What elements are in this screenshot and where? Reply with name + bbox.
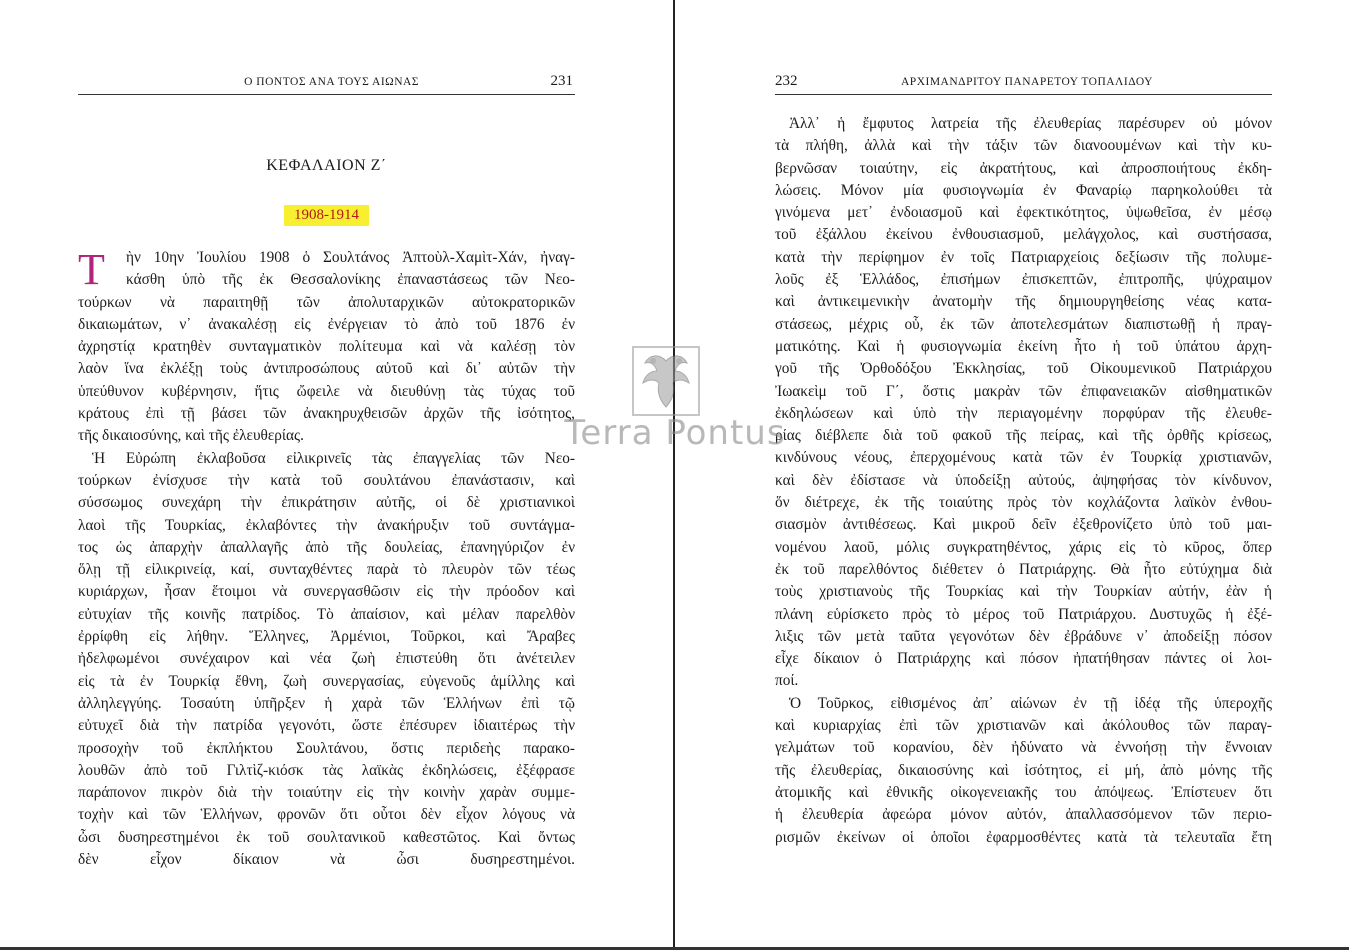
text-line: δικαιωμάτων, ν᾽ ἀνακαλέσῃ εἰς ἐνέργειαν τὸ ἀπὸ τοῦ 1876 ἐν [78, 315, 575, 333]
text-line: τοχὴν καὶ τῶν Ἑλλήνων, φρονῶν ὅτι οὗτοι δὲν εἶχον λόγους νὰ [78, 806, 575, 824]
text-line: δὲν εἶχον δίκαιον νὰ ὦσι δυσηρεστημένοι. [78, 851, 575, 869]
text-line: ὦσι δυσηρεστημένοι ἐκ τοῦ σουλτανικοῦ καθεστῶτος. Καὶ ὄντως [78, 828, 575, 846]
right-page-header [775, 72, 1272, 95]
text-line: τῆς δικαιοσύνης, καὶ τῆς ἐλευθερίας. [78, 427, 304, 445]
text-line: σύσσωμος συνεχάρη τὴν ἐπικράτησιν αὐτῆς, οἱ δὲ χριστιανικοὶ [78, 494, 575, 512]
page-number: 232 [775, 73, 798, 89]
text-line: γοῦ τῆς Ὀρθοδόξου Ἐκκλησίας, τοῦ Οἰκουμενικοῦ Πατριάρχου [775, 360, 1272, 378]
right-page [775, 0, 1272, 945]
text-line: κράτους ἐπὶ τῇ βάσει τῶν ἀνακηρυχθεισῶν ἀρχῶν τῆς ἰσότητος, [78, 405, 575, 423]
running-head: Ο ΠΟΝΤΟΣ ΑΝΑ ΤΟΥΣ ΑΙΩΝΑΣ [244, 76, 419, 88]
text-line: εὐτυχίαν τῆς κοινῆς πατρίδος. Τὸ ἀπαίσιον, καὶ μέλαν παρελθὸν [78, 605, 575, 623]
text-line: λώσεις. Μόνον μία φυσιογνωμία ἐν Φαναρίῳ παρηκολούθει τὰ [775, 181, 1272, 199]
text-line: νομένου λαοῦ, μόλις συγκρατηθέντος, χάρις εἰς τὸ κῦρος, ὅπερ [775, 538, 1272, 556]
text-line: σιασμὸν ἀντιθέσεως. Καὶ μικροῦ δεῖν ἐξεθρονίζετο ὑπὸ τοῦ μαι- [775, 516, 1272, 534]
text-line: ἠδελφωμένοι συνέχαιρον καὶ νέα ζωὴ ἐπιστεύθη ὅτι ἀνέτειλεν [78, 650, 575, 668]
text-line: ἀτομικῆς καὶ ἐθνικῆς οἰκογενειακῆς του ἀπόψεως. Ἐπίστευεν ὅτι [775, 783, 1272, 801]
text-line: ὅλῃ τῇ εἰλικρινείᾳ, καί, συνταχθέντες παρὰ τὸ πλευρὸν τῶν τέως [78, 561, 575, 579]
spine-divider [673, 0, 675, 950]
watermark-text: Terra Pontus [564, 413, 786, 453]
text-line: ματικότης. Καὶ ἡ φυσιογνωμία ἐκείνη ἦτο ἡ τοῦ ὑπάτου ἀρχη- [775, 337, 1272, 355]
text-line: ὴν 10ην Ἰουλίου 1908 ὁ Σουλτάνος Ἀπτοὺλ-Χαμὶτ-Χάν, ἠναγ- [126, 249, 575, 266]
text-line: Ὁ Τοῦρκος, εἰθισμένος ἀπ᾽ αἰώνων ἐν τῇ ἰδέᾳ τῆς ὑπεροχῆς [789, 694, 1272, 712]
text-line: ἐκ τοῦ παρελθόντος διέθετεν ὁ Πατριάρχης. Θὰ ἦτο εὐτύχημα διὰ [775, 560, 1272, 578]
page-number: 231 [550, 73, 573, 89]
text-line: καὶ κυριαρχίας ἐπὶ τῶν χριστιανῶν καὶ ἀκόλουθος τῶν παραγ- [775, 717, 1272, 735]
text-line: ἀλληλεγγύης. Τοσαύτη ὑπῆρξεν ἡ χαρὰ τῶν Ἑλλήνων ἐπὶ τῷ [78, 694, 575, 712]
text-line: βερνῶσαν τοιαύτην, εἰς ἀκρατήτους, καὶ ἀπροσποιήτους ἐκδη- [775, 159, 1272, 177]
text-line: λιξις τῶν μετὰ ταῦτα γεγονότων δὲν ἐβράδυνε ν᾽ ἀποδείξῃ πόσον [775, 627, 1272, 645]
left-text-lines [78, 247, 575, 871]
text-line: ἐκδηλώσεων καὶ ὑπὸ τὴν περιαγομένην πορφύραν τῆς ἐλευθε- [775, 404, 1272, 422]
text-line: ὑπεύθυνον κυβέρνησιν, ἥτις ὤφειλε νὰ διευθύνῃ τὰς τύχας τοῦ [78, 382, 575, 400]
text-line: τοῦ ἐξάλλου ἐκείνου ἐνθουσιασμοῦ, μελάγχολος, καὶ συστήσασα, [775, 226, 1272, 244]
text-line: λαοὶ τῆς Τουρκίας, ἐκλαβόντες τὴν ἀνακήρυξιν τοῦ συντάγμα- [78, 516, 575, 534]
watermark [545, 345, 805, 465]
text-line: παράπονον πικρὸν διὰ τὴν τοιαύτην εἰς τὴν κοινὴν χαρὰν συμμε- [78, 784, 575, 802]
text-line: ποί. [775, 672, 799, 690]
left-page-body [78, 247, 575, 871]
text-line: λουθῶν ἀπὸ τοῦ Γιλτὶζ-κιόσκ τὰς λαϊκὰς ἐκδηλώσεις, ἐξέφρασε [78, 761, 575, 779]
text-line: τος ὡς ἀπαρχὴν ἀπαλλαγῆς ἀπὸ τῆς δουλείας, ἐπανηγύριζον ἐν [78, 538, 575, 556]
chapter-title: ΚΕΦΑΛΑΙΟΝ Ζ΄ [266, 157, 387, 174]
text-line: γελμάτων τοῦ κορανίου, δὲν ἠδύνατο νὰ ἐννοήσῃ τὴν ἔννοιαν [775, 739, 1272, 757]
text-line: τοὺς χριστιανοὺς τῆς Τουρκίας καὶ τὴν Τουρκίαν αὐτήν, ἐὰν ἡ [775, 583, 1272, 601]
text-line: εἶχε δίκαιον ὁ Πατριάρχης καὶ πόσον ἠπατήθησαν πάντες οἱ λοι- [775, 650, 1272, 668]
text-line: εὐτυχεῖ διὰ τὴν πατρίδα γεγονότι, ὥστε ἐπέσυρεν ἰδιαιτέρως τὴν [78, 717, 575, 735]
left-page [78, 0, 575, 945]
right-text-lines [775, 113, 1272, 849]
text-line: Ἰωακεὶμ τοῦ Γ΄, ὅστις μακρὰν τῶν ἐπιφανειακῶν αἰσθηματικῶν [775, 382, 1272, 400]
text-line: Ἀλλ᾽ ἡ ἔμφυτος λατρεία τῆς ἐλευθερίας παρέσυρεν οὐ μόνον [789, 115, 1272, 132]
text-line: ὅν διέτρεχε, ἐκ τῆς τοιαύτης πρὸς τὸν κοχλάζοντα λαϊκὸν ἐνθου- [775, 494, 1272, 512]
double-headed-eagle-icon [631, 345, 701, 417]
right-page-body [775, 113, 1272, 849]
text-line: τούρκων ἐνίσχυσε τὴν κατὰ τοῦ σουλτάνου ἐπανάστασιν, καὶ [78, 471, 575, 489]
drop-cap: Τ [78, 245, 105, 294]
text-line: καὶ ἀντικειμενικὴν ἀνατομὴν τῆς δημιουργηθείσης νέας κατα- [775, 293, 1272, 311]
text-line: πλάνη εὑρίσκετο πρὸς τὸ μέρος τοῦ Πατριάρχου. Δυστυχῶς ἡ ἐξέ- [775, 605, 1272, 623]
text-line: Ἡ Εὐρώπη ἐκλαβοῦσα εἰλικρινεῖς τὰς ἐπαγγελίας τῶν Νεο- [92, 449, 575, 467]
text-line: λοῦς ἐξ Ἑλλάδος, ἐπισήμων ἐπισκεπτῶν, ἐπιτροπῆς, ψύχραιμον [775, 271, 1272, 289]
text-line: γινόμενα μετ᾽ ἐνδοιασμοῦ καὶ ἐφεκτικότητος, ὑψωθεῖσα, ἐν μέσῳ [775, 204, 1272, 222]
text-line: τῆς ἐλευθερίας, δικαιοσύνης καὶ ἰσότητος, εἰ μή, ἀπὸ μόνης τῆς [775, 761, 1272, 779]
text-line: ἀχρηστίᾳ κρατηθὲν συνταγματικὸν πολίτευμα καὶ νὰ καλέσῃ τὸν [78, 338, 575, 356]
running-head: ΑΡΧΙΜΑΝΔΡΙΤΟΥ ΠΑΝΑΡΕΤΟΥ ΤΟΠΑΛΙΔΟΥ [901, 76, 1153, 88]
years-highlight: 1908-1914 [284, 205, 369, 226]
text-line: ρίας διέβλεπε διὰ τοῦ φακοῦ τῆς πείρας, καὶ τῆς ὀρθῆς κρίσεως, [775, 427, 1272, 445]
text-line: κυριάρχων, ἦσαν ἕτοιμοι νὰ συνεργασθῶσιν εἰς τὴν πρόοδον καὶ [78, 583, 575, 601]
text-line: ἐρρίφθη εἰς λήθην. Ἕλληνες, Ἀρμένιοι, Τοῦρκοι, καὶ Ἄραβες [78, 628, 575, 646]
text-line: εἰς τὰ ἐν Τουρκίᾳ ἔθνη, ζωὴ συνεργασίας, εὐγενοῦς ἁμίλλης καὶ [78, 672, 575, 690]
text-line: καὶ δὲν ἐδίστασε νὰ ὑποδείξῃ αὐτούς, ἀψηφήσας τὸν κίνδυνον, [775, 471, 1272, 489]
text-line: ἡ ἐλευθερία ἀφεώρα μόνον αὐτόν, ἀπαλλασσόμενον τῶν περιο- [775, 806, 1272, 824]
text-line: τούρκων νὰ παραιτηθῇ τῶν ἀπολυταρχικῶν αὐτοκρατορικῶν [78, 293, 575, 311]
text-line: λαὸν ἵνα ἐκλέξῃ τοὺς ἀντιπροσώπους αὐτοῦ καὶ δι᾽ αὐτῶν τὴν [78, 360, 575, 378]
text-line: κατὰ τὴν περίφημον ἐν τοῖς Πατριαρχείοις δεξίωσιν τῆς πολυμε- [775, 248, 1272, 266]
text-line: στάσεως, μέχρις οὗ, ἐκ τῶν ἀποτελεσμάτων διαπιστωθῇ ἡ πραγ- [775, 315, 1272, 333]
years-heading [78, 204, 575, 226]
text-line: προσοχὴν τοῦ ἐκπλήκτου Σουλτάνου, ὅστις περιδεὴς παρακο- [78, 739, 575, 757]
text-line: κινδύνους νέους, ἐπερχομένους κατὰ τῶν ἐν Τουρκίᾳ χριστιανῶν, [775, 449, 1272, 467]
left-page-header [78, 72, 575, 95]
text-line: κάσθη ὑπὸ τῆς ἐκ Θεσσαλονίκης ἐπαναστάσεως τῶν Νεο- [126, 271, 575, 289]
text-line: τὰ πλήθη, ἀλλὰ καὶ τὴν τάξιν τῶν διανοουμένων καὶ τὴν κυ- [775, 137, 1272, 155]
text-line: ρισμῶν ἐκείνων οἱ ὁποῖοι ἐφαρμοσθέντες κατὰ τὰ τελευταῖα ἔτη [775, 828, 1272, 846]
